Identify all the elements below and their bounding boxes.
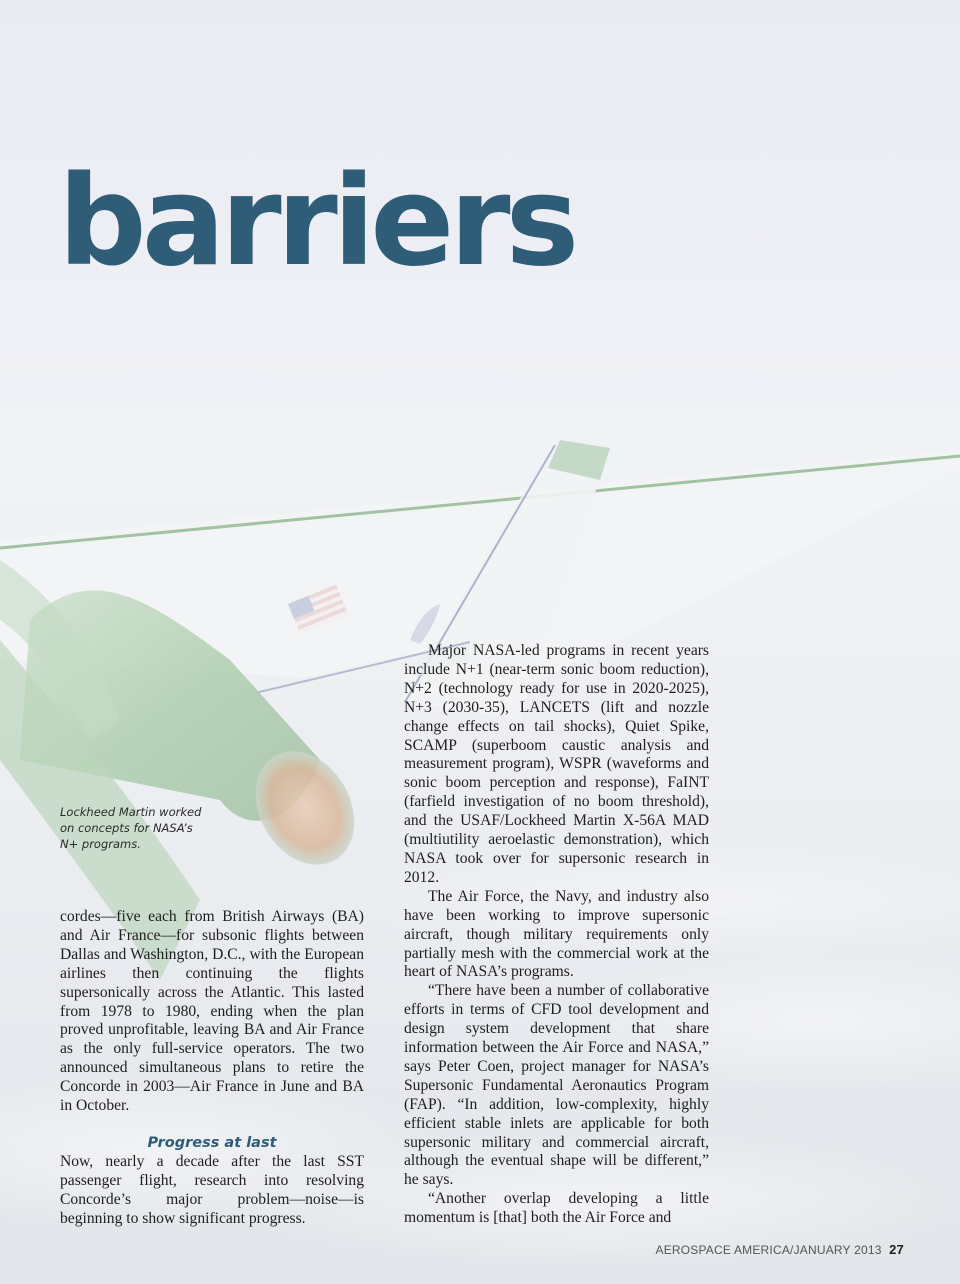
page-number: 27 [889,1242,904,1257]
body-paragraph: “Another overlap developing a little momentum is [that] both the Air Force and [404,1190,709,1227]
body-paragraph: Now, nearly a decade after the last SST passenger flight, research into resolving Concorde’s major problem—noise—is beginning to show significant progress. [60,1152,364,1227]
photo-caption [60,804,210,852]
article-column-left [60,908,364,1229]
body-paragraph: “There have been a number of collaborative efforts in terms of CFD tool development and design system development that share information between the Air Force and NASA,” says Peter Coen, project manager for NASA’s Supersonic Fundamental Aeronautics Program (FAP). “In addition, low-complexity, highly efficient stable inlets are applicable for both supersonic military and commercial aircraft, although the eventual shape will be different,” he says. [404,982,709,1189]
body-paragraph: The Air Force, the Navy, and industry also have been working to improve supersonic aircraft, though military requirements only partially mesh with the commercial work at the heart of NASA’s programs. [404,887,709,981]
body-paragraph: Major NASA-led programs in recent years include N+1 (near-term sonic boom reduction), N+2 (technology ready for use in 2020-2025), N+3 (2030-35), LANCETS (lift and nozzle change effects on tail shocks), Quiet Spike, SCAMP (superboom caustic analysis and measurement program), WSPR (waveforms and sonic boom perception and response), FaINT (farfield investigation of no boom threshold), and the USAF/Lockheed Martin X-56A MAD (multiutility aeroelastic demonstration), which NASA took over for supersonic research in 2012. [404,642,709,886]
publication-name: AEROSPACE AMERICA/JANUARY 2013 [655,1243,882,1257]
headline: barriers [58,150,575,294]
caption-line: on concepts for NASA’s [60,821,193,835]
page-footer [620,1242,904,1257]
caption-line: Lockheed Martin worked [60,805,202,819]
article-column-right [404,642,709,1228]
caption-line: N+ programs. [60,837,141,851]
body-paragraph: cordes—five each from British Airways (BA) and Air France—for subsonic flights between Dallas and Washington, D.C., with the European airlines then continuing the flights supersonically across the Atlantic. This lasted from 1978 to 1980, ending when the plan proved unprofitable, leaving BA and Air France as the only full-service operators. The two announced simultaneous plans to retire the Concorde in 2003—Air France in June and BA in October. [60,908,364,1115]
section-subhead: Progress at last [147,1134,277,1151]
